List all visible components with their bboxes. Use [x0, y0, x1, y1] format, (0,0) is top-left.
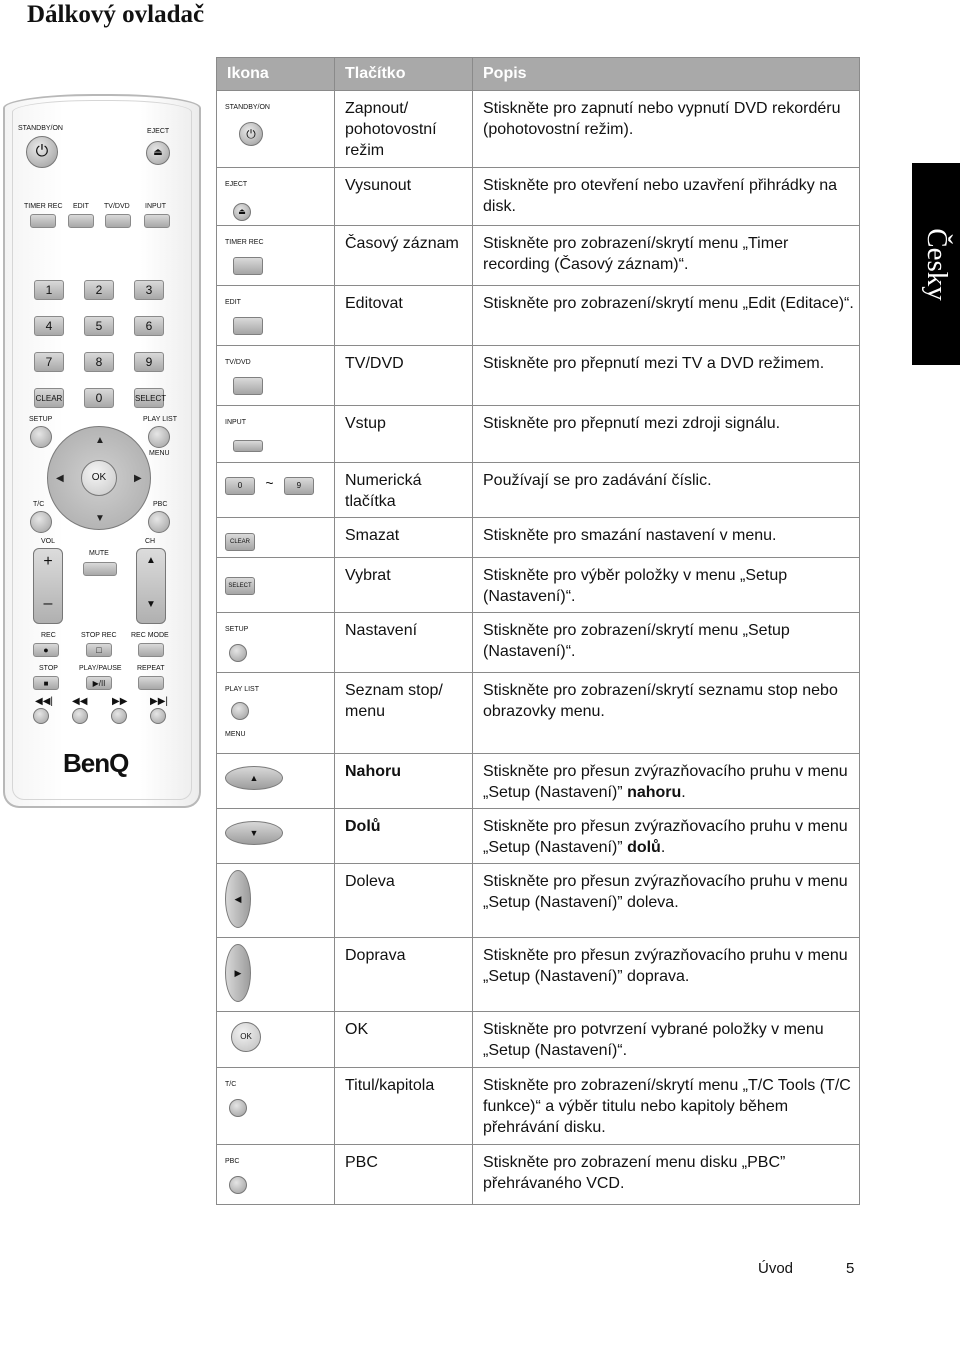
icon-cell	[217, 226, 335, 286]
remote-label-menu: MENU	[149, 450, 170, 457]
icon-caption: EJECT	[225, 181, 248, 188]
button-name-cell: Seznam stop/ menu	[335, 673, 473, 754]
remote-label-eject: EJECT	[147, 128, 170, 135]
icon-cell	[217, 463, 335, 518]
table-row	[217, 558, 860, 613]
right-arrow-icon: ▶	[225, 944, 251, 1002]
icon-cell	[217, 346, 335, 406]
remote-clear-button: CLEAR	[34, 388, 64, 408]
button-name-cell: Doprava	[335, 938, 473, 1012]
remote-fast-forward-icon: ▶▶	[112, 696, 128, 707]
remote-label-stop-rec: STOP REC	[81, 632, 117, 639]
play-list-menu-icon	[231, 702, 249, 720]
benq-logo: BenQ	[63, 748, 129, 778]
icon-cell	[217, 673, 335, 754]
description-cell: Stiskněte pro přepnutí mezi TV a DVD režimem.	[473, 346, 860, 406]
footer-section-name: Úvod	[758, 1260, 794, 1277]
table-header-row	[217, 58, 860, 91]
remote-digit: 3	[134, 280, 164, 300]
remote-right-arrow-icon: ▶	[134, 473, 142, 484]
description-emphasis: nahoru	[627, 784, 682, 801]
remote-rewind-icon: ◀◀	[72, 696, 88, 707]
table-row	[217, 226, 860, 286]
description-cell: Stiskněte pro výběr položky v menu „Setup (Nastavení)“.	[473, 558, 860, 613]
button-name-cell: Vybrat	[335, 558, 473, 613]
table-row	[217, 864, 860, 938]
remote-label-rec: REC	[41, 632, 56, 639]
remote-volume-rocker	[33, 548, 63, 624]
remote-label-stop: STOP	[39, 665, 58, 672]
icon-caption: TIMER REC	[225, 239, 264, 246]
column-header-description: Popis	[473, 58, 860, 91]
description-cell	[473, 809, 860, 864]
icon-caption: T/C	[225, 1081, 237, 1088]
button-name-cell: OK	[335, 1012, 473, 1068]
remote-skip-back-button	[33, 708, 49, 724]
remote-eject-icon: ⏏	[146, 141, 170, 165]
remote-play-pause-icon: ▶/II	[86, 676, 112, 690]
icon-cell	[217, 1068, 335, 1145]
table-row	[217, 809, 860, 864]
description-cell: Stiskněte pro zapnutí nebo vypnutí DVD rekordéru (pohotovostní režim).	[473, 91, 860, 168]
remote-label-play-pause: PLAY/PAUSE	[79, 665, 122, 672]
icon-cell	[217, 558, 335, 613]
icon-cell	[217, 1145, 335, 1205]
table-row	[217, 518, 860, 558]
remote-down-arrow-icon: ▼	[95, 513, 105, 524]
remote-stop-icon: ■	[33, 676, 59, 690]
icon-cell	[217, 809, 335, 864]
remote-digit: 2	[84, 280, 114, 300]
description-cell: Stiskněte pro přepnutí mezi zdroji signálu.	[473, 406, 860, 463]
description-cell: Stiskněte pro otevření nebo uzavření přihrádky na disk.	[473, 168, 860, 226]
remote-label-tc: T/C	[33, 501, 45, 508]
remote-ok-button: OK	[81, 460, 117, 496]
volume-plus-icon: +	[43, 553, 53, 570]
description-text: Stiskněte pro přesun zvýrazňovacího pruhu v menu „Setup (Nastavení)”	[483, 818, 848, 856]
left-arrow-icon: ◀	[225, 870, 251, 928]
button-name-cell: PBC	[335, 1145, 473, 1205]
timer-rec-icon	[233, 257, 263, 275]
setup-icon	[229, 644, 247, 662]
language-label: Česky	[920, 227, 953, 301]
icon-cell	[217, 518, 335, 558]
remote-rewind-button	[72, 708, 88, 724]
button-name-cell: Editovat	[335, 286, 473, 346]
remote-skip-back-icon: ◀◀|	[35, 696, 53, 707]
remote-label-pbc: PBC	[153, 501, 168, 508]
remote-label-repeat: REPEAT	[137, 665, 165, 672]
table-row	[217, 91, 860, 168]
remote-label-play-list: PLAY LIST	[143, 416, 177, 423]
table-row	[217, 463, 860, 518]
remote-up-arrow-icon: ▲	[95, 435, 105, 446]
table-row	[217, 613, 860, 673]
remote-play-list-button	[148, 426, 170, 448]
icon-caption: PBC	[225, 1158, 240, 1165]
table-row	[217, 673, 860, 754]
eject-icon: ⏏	[233, 203, 251, 221]
clear-icon: CLEAR	[225, 533, 255, 551]
digit-0-icon: 0	[225, 477, 255, 495]
remote-digit: 5	[84, 316, 114, 336]
remote-digit: 6	[134, 316, 164, 336]
remote-left-arrow-icon: ◀	[56, 473, 64, 484]
remote-digit: 7	[34, 352, 64, 372]
remote-digit: 1	[34, 280, 64, 300]
remote-edit-button	[68, 214, 94, 228]
icon-caption: SETUP	[225, 626, 249, 633]
icon-caption: PLAY LIST	[225, 686, 259, 693]
button-name-cell: Časový záznam	[335, 226, 473, 286]
button-name-cell: Vstup	[335, 406, 473, 463]
icon-caption: MENU	[225, 731, 246, 738]
remote-select-button: SELECT	[134, 388, 164, 408]
icon-cell	[217, 754, 335, 809]
volume-minus-icon: –	[43, 595, 53, 612]
column-header-button: Tlačítko	[335, 58, 473, 91]
description-cell	[473, 754, 860, 809]
page-title: Dálkový ovladač	[27, 1, 205, 28]
description-cell: Používají se pro zadávání číslic.	[473, 463, 860, 518]
ok-icon: OK	[231, 1022, 261, 1052]
remote-label-tvdvd: TV/DVD	[104, 203, 130, 210]
description-end: .	[681, 784, 686, 801]
remote-label-rec-mode: REC MODE	[131, 632, 169, 639]
icon-cell	[217, 938, 335, 1012]
icon-cell	[217, 91, 335, 168]
remote-navigation-pad	[47, 426, 151, 530]
down-arrow-icon: ▼	[225, 821, 283, 845]
edit-icon	[233, 317, 263, 335]
table-row	[217, 286, 860, 346]
icon-caption: INPUT	[225, 419, 246, 426]
remote-fast-forward-button	[111, 708, 127, 724]
channel-down-icon: ▼	[146, 599, 156, 610]
remote-buttons-table	[216, 57, 860, 1205]
remote-label-ch: CH	[145, 538, 156, 545]
icon-cell	[217, 1012, 335, 1068]
description-end: .	[660, 839, 666, 856]
icon-caption: STANDBY/ON	[225, 104, 270, 111]
description-cell: Stiskněte pro přesun zvýrazňovacího pruhu v menu „Setup (Nastavení)” doleva.	[473, 864, 860, 938]
description-cell: Stiskněte pro potvrzení vybrané položky v menu „Setup (Nastavení)“.	[473, 1012, 860, 1068]
icon-caption: EDIT	[225, 299, 241, 306]
table-row	[217, 754, 860, 809]
icon-cell	[217, 406, 335, 463]
button-name-cell: Titul/kapitola	[335, 1068, 473, 1145]
column-header-icon: Ikona	[217, 58, 335, 91]
button-name-cell: Dolů	[335, 809, 473, 864]
remote-label-standby: STANDBY/ON	[18, 125, 63, 132]
icon-cell	[217, 864, 335, 938]
power-icon: ⏻	[239, 122, 263, 146]
input-icon	[233, 440, 263, 452]
description-emphasis: dolů	[627, 839, 661, 856]
table-row	[217, 1068, 860, 1145]
table-row	[217, 168, 860, 226]
table-row	[217, 346, 860, 406]
icon-cell	[217, 286, 335, 346]
description-cell: Stiskněte pro zobrazení/skrytí menu „T/C Tools (T/C funkce)“ a výběr titulu nebo kapitoly během přehrávání disku.	[473, 1068, 860, 1145]
button-name-cell: Doleva	[335, 864, 473, 938]
remote-skip-forward-button	[150, 708, 166, 724]
description-cell: Stiskněte pro zobrazení/skrytí menu „Edit (Editace)“.	[473, 286, 860, 346]
button-name-cell: Nahoru	[335, 754, 473, 809]
description-cell: Stiskněte pro přesun zvýrazňovacího pruhu v menu „Setup (Nastavení)” doprava.	[473, 938, 860, 1012]
channel-up-icon: ▲	[146, 555, 156, 566]
button-name-cell: TV/DVD	[335, 346, 473, 406]
select-icon: SELECT	[225, 577, 255, 595]
remote-digit: 4	[34, 316, 64, 336]
remote-mute-button	[83, 562, 117, 576]
remote-power-icon: ⏻	[26, 136, 58, 168]
remote-digit: 9	[134, 352, 164, 372]
remote-label-vol: VOL	[41, 538, 56, 545]
button-name-cell: Vysunout	[335, 168, 473, 226]
remote-input-button	[144, 214, 170, 228]
language-side-tab	[912, 163, 960, 365]
remote-stop-rec-icon: □	[86, 643, 112, 657]
remote-timer-rec-button	[30, 214, 56, 228]
button-name-cell: Zapnout/ pohotovostní režim	[335, 91, 473, 168]
table-row	[217, 1012, 860, 1068]
tc-icon	[229, 1099, 247, 1117]
remote-skip-forward-icon: ▶▶|	[150, 696, 168, 707]
remote-rec-mode-button	[138, 643, 164, 657]
remote-tc-button	[30, 511, 52, 533]
remote-pbc-button	[148, 511, 170, 533]
footer-page-number: 5	[846, 1260, 855, 1277]
description-cell: Stiskněte pro zobrazení/skrytí menu „Timer recording (Časový záznam)“.	[473, 226, 860, 286]
button-name-cell: Numerická tlačítka	[335, 463, 473, 518]
remote-label-setup: SETUP	[29, 416, 53, 423]
description-cell: Stiskněte pro zobrazení menu disku „PBC” přehrávaného VCD.	[473, 1145, 860, 1205]
tvdvd-icon	[233, 377, 263, 395]
button-name-cell: Smazat	[335, 518, 473, 558]
table-row	[217, 1145, 860, 1205]
description-cell: Stiskněte pro smazání nastavení v menu.	[473, 518, 860, 558]
icon-cell	[217, 168, 335, 226]
remote-setup-button	[30, 426, 52, 448]
up-arrow-icon: ▲	[225, 766, 283, 790]
remote-repeat-button	[138, 676, 164, 690]
description-text: Stiskněte pro přesun zvýrazňovacího pruhu v menu „Setup (Nastavení)”	[483, 763, 848, 801]
description-cell: Stiskněte pro zobrazení/skrytí seznamu stop nebo obrazovky menu.	[473, 673, 860, 754]
remote-tvdvd-button	[105, 214, 131, 228]
icon-cell	[217, 613, 335, 673]
range-tilde: ~	[265, 475, 274, 492]
icon-caption: TV/DVD	[225, 359, 251, 366]
pbc-icon	[229, 1176, 247, 1194]
remote-label-mute: MUTE	[89, 550, 109, 557]
remote-record-icon: ●	[33, 643, 59, 657]
remote-label-edit: EDIT	[73, 203, 89, 210]
remote-channel-rocker	[136, 548, 166, 624]
remote-digit: 0	[84, 388, 114, 408]
description-cell: Stiskněte pro zobrazení/skrytí menu „Setup (Nastavení)“.	[473, 613, 860, 673]
table-row	[217, 406, 860, 463]
remote-digit: 8	[84, 352, 114, 372]
remote-label-timer-rec: TIMER REC	[24, 203, 63, 210]
table-row	[217, 938, 860, 1012]
remote-label-input: INPUT	[145, 203, 166, 210]
digit-9-icon: 9	[284, 477, 314, 495]
button-name-cell: Nastavení	[335, 613, 473, 673]
